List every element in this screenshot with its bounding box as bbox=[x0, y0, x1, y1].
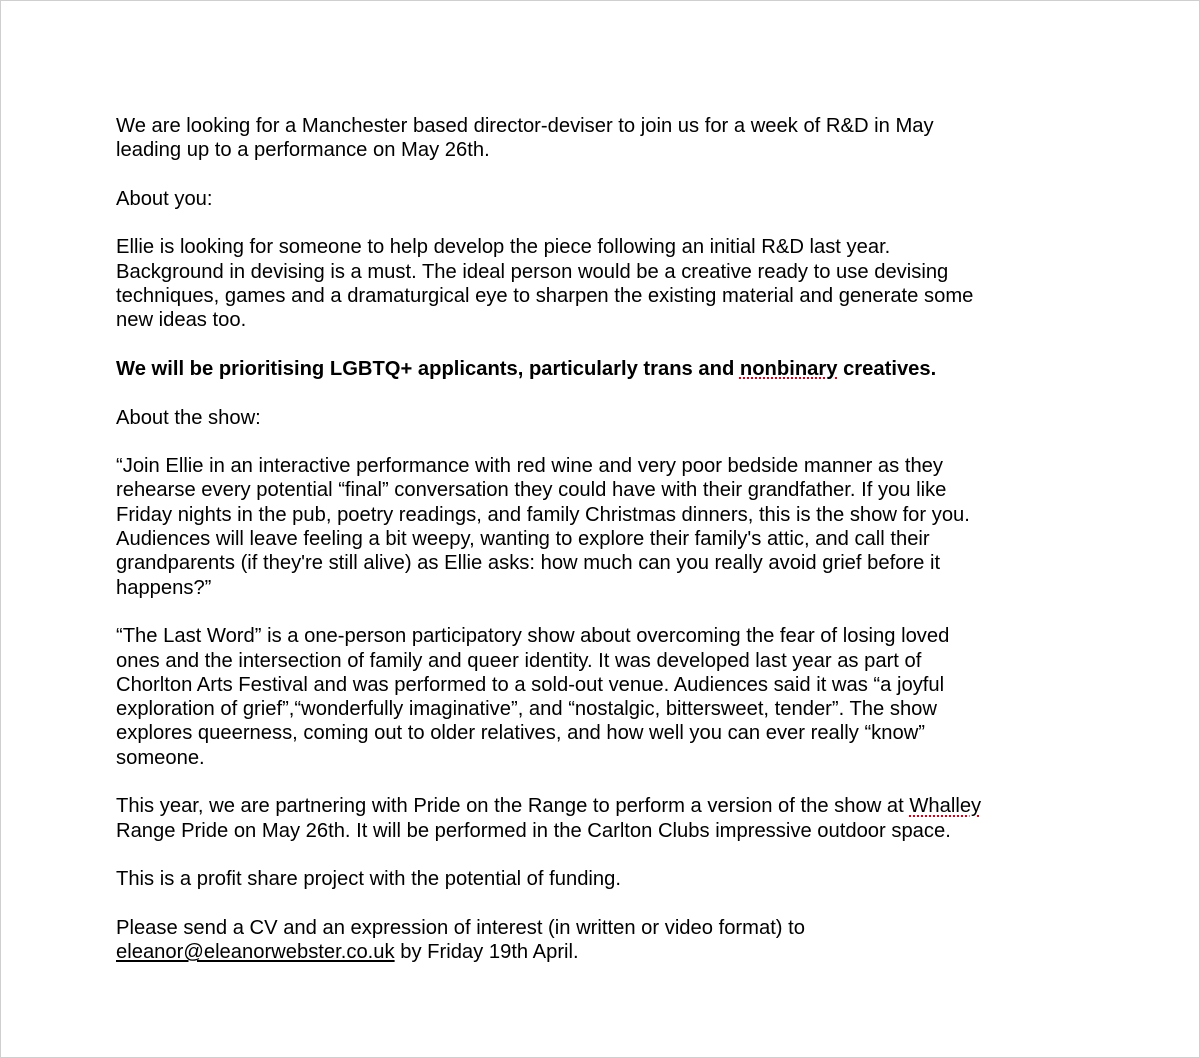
document-body bbox=[116, 114, 1091, 989]
partner-text-end: Range Pride on May 26th. It will be performed in the Carlton Clubs impressive outdoor space. bbox=[116, 819, 951, 842]
partner-paragraph bbox=[116, 794, 1091, 843]
intro-paragraph: We are looking for a Manchester based director-deviser to join us for a week of R&D in May leading up to a performance on May 26th. bbox=[116, 115, 934, 162]
about-you-heading: About you: bbox=[116, 187, 213, 210]
about-show-heading: About the show: bbox=[116, 406, 261, 429]
show-quote-paragraph: “Join Ellie in an interactive performance with red wine and very poor bedside manner as they rehearse every potential “final” conversation they could have with their grandfather. If you like Friday nights in the pub, poetry readings, and family Christmas dinners, this is the show for you. Audiences will leave feeling a bit weepy, wanting to explore their family's attic, and call their grandparents (if they're still alive) as Ellie asks: how much can you really avoid grief before it happens?” bbox=[116, 455, 970, 599]
show-description-paragraph: “The Last Word” is a one-person participatory show about overcoming the fear of losing loved ones and the intersection of family and queer identity. It was developed last year as part of Chorlton Arts Festival and was performed to a sold-out venue. Audiences said it was “a joyful exploration of grief”,“wonderfully imaginative”, and “nostalgic, bittersweet, tender”. The show explores queerness, coming out to older relatives, and how well you can ever really “know” someone. bbox=[116, 625, 950, 769]
spellcheck-flagged-word[interactable]: nonbinary bbox=[739, 357, 838, 380]
priority-text-start: We will be prioritising LGBTQ+ applicants, particularly trans and bbox=[116, 357, 740, 380]
spellcheck-flagged-word[interactable]: Whalley bbox=[909, 795, 982, 818]
priority-text-end: creatives. bbox=[837, 357, 937, 380]
partner-text-start: This year, we are partnering with Pride on the Range to perform a version of the show at bbox=[116, 795, 910, 818]
deadline-text: by Friday 19th April. bbox=[394, 941, 579, 964]
apply-paragraph bbox=[116, 916, 1091, 965]
about-you-paragraph: Ellie is looking for someone to help develop the piece following an initial R&D last year. Background in devising is a must. The ideal person would be a creative ready to use devising techniques, games and a dramaturgical eye to sharpen the existing material and generate some new ideas too. bbox=[116, 236, 974, 332]
apply-text: Please send a CV and an expression of interest (in written or video format) to bbox=[116, 916, 805, 939]
priority-statement bbox=[116, 357, 1091, 381]
profit-share-paragraph: This is a profit share project with the potential of funding. bbox=[116, 868, 621, 891]
email-link[interactable]: eleanor@eleanorwebster.co.uk bbox=[116, 941, 395, 964]
